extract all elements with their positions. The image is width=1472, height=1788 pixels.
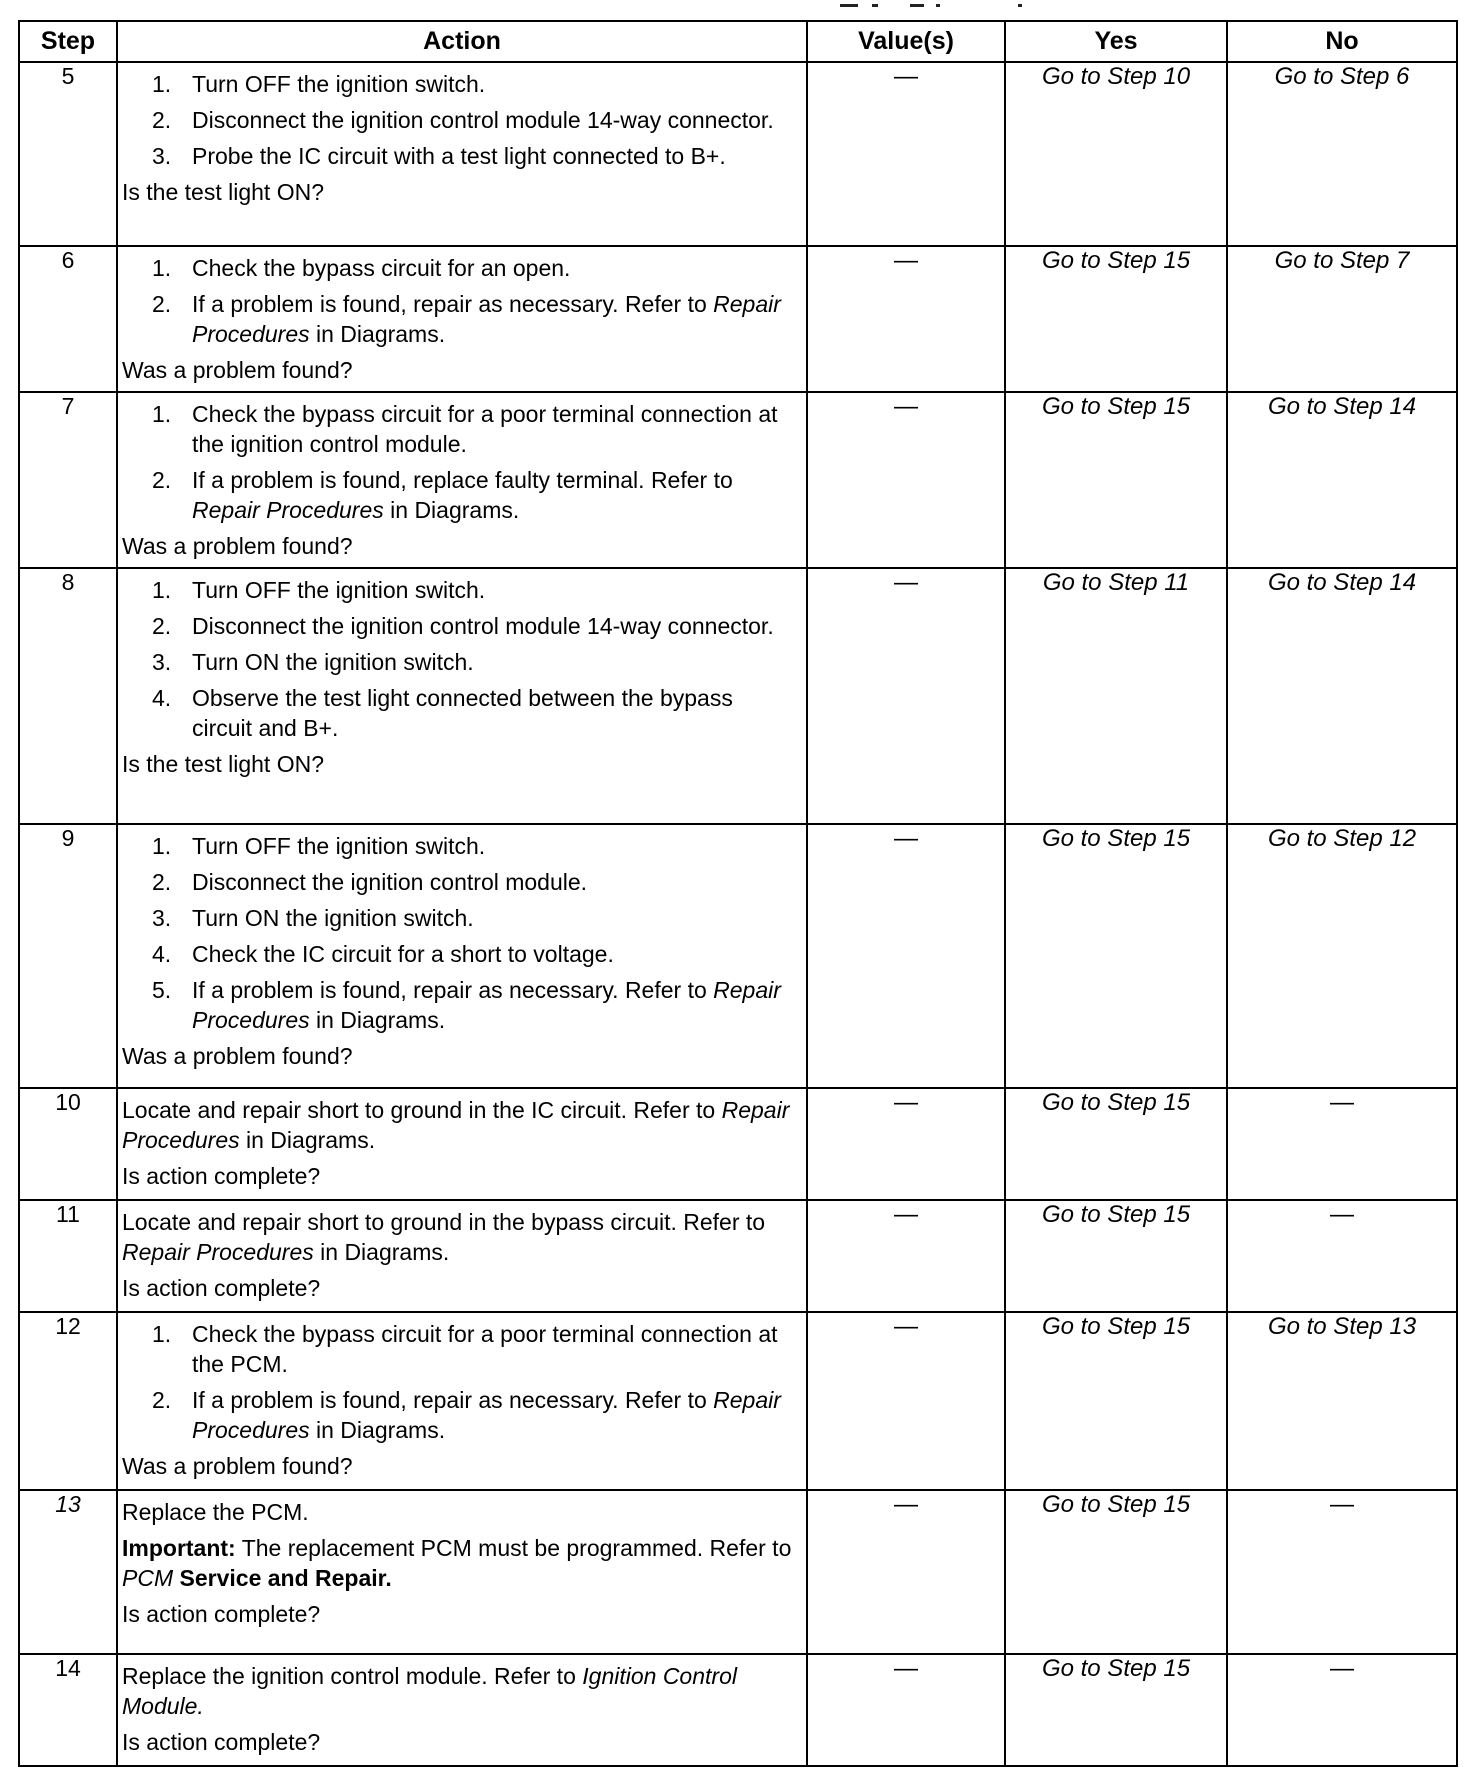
value-cell: — — [807, 1088, 1005, 1200]
list-item: 2. If a problem is found, repair as necessary. Refer to Repair Procedures in Diagrams. — [152, 1387, 781, 1443]
list-item: 3. Probe the IC circuit with a test light connected to B+. — [152, 143, 726, 169]
action-text: Replace the PCM. — [122, 1499, 309, 1525]
list-item: 2. Disconnect the ignition control module 14-way connector. — [152, 613, 774, 639]
action-cell — [117, 246, 807, 392]
no-cell: Go to Step 6 — [1227, 62, 1457, 246]
step-number: 12 — [19, 1312, 117, 1490]
yes-cell: Go to Step 11 — [1005, 568, 1227, 824]
no-cell: Go to Step 12 — [1227, 824, 1457, 1088]
action-cell — [117, 1088, 807, 1200]
list-item: 1. Check the bypass circuit for a poor terminal connection at the ignition control module. — [152, 401, 778, 457]
header-no: No — [1227, 21, 1457, 62]
question-text: Was a problem found? — [122, 357, 353, 383]
diagnostic-table — [18, 20, 1458, 1767]
step-number: 14 — [19, 1654, 117, 1766]
list-item: 2. Disconnect the ignition control module. — [152, 869, 588, 895]
no-cell: — — [1227, 1490, 1457, 1654]
action-steps — [122, 69, 798, 171]
action-steps — [122, 399, 798, 525]
question-text: Is action complete? — [122, 1601, 321, 1627]
table-row-step-13 — [19, 1490, 1457, 1654]
table-row-step-9 — [19, 824, 1457, 1088]
list-item: 1. Turn OFF the ignition switch. — [152, 577, 486, 603]
action-cell — [117, 1490, 807, 1654]
yes-cell: Go to Step 15 — [1005, 1490, 1227, 1654]
no-cell: — — [1227, 1654, 1457, 1766]
question-text: Is the test light ON? — [122, 751, 324, 777]
list-item: 3. Turn ON the ignition switch. — [152, 905, 474, 931]
value-cell: — — [807, 568, 1005, 824]
action-text: Locate and repair short to ground in the bypass circuit. Refer to Repair Procedures in Diagrams. — [122, 1209, 766, 1265]
list-item: 1. Check the bypass circuit for an open. — [152, 255, 571, 281]
step-number: 7 — [19, 392, 117, 568]
question-text: Was a problem found? — [122, 533, 353, 559]
value-cell: — — [807, 1490, 1005, 1654]
action-steps — [122, 831, 798, 1035]
step-number: 10 — [19, 1088, 117, 1200]
table-row-step-14 — [19, 1654, 1457, 1766]
list-item: 4. Observe the test light connected between the bypass circuit and B+. — [152, 685, 733, 741]
list-item: 2. If a problem is found, repair as necessary. Refer to Repair Procedures in Diagrams. — [152, 291, 781, 347]
table-row-step-5 — [19, 62, 1457, 246]
step-number: 13 — [19, 1490, 117, 1654]
list-item: 2. If a problem is found, replace faulty terminal. Refer to Repair Procedures in Diagrams. — [152, 467, 733, 523]
list-item: 3. Turn ON the ignition switch. — [152, 649, 474, 675]
list-item: 2. Disconnect the ignition control module 14-way connector. — [152, 107, 774, 133]
action-cell — [117, 1200, 807, 1312]
no-cell: Go to Step 14 — [1227, 392, 1457, 568]
table-row-step-12 — [19, 1312, 1457, 1490]
value-cell: — — [807, 1200, 1005, 1312]
table-row-step-11 — [19, 1200, 1457, 1312]
value-cell: — — [807, 1654, 1005, 1766]
action-cell — [117, 62, 807, 246]
no-cell: Go to Step 14 — [1227, 568, 1457, 824]
action-cell — [117, 1312, 807, 1490]
yes-cell: Go to Step 15 — [1005, 1654, 1227, 1766]
action-cell — [117, 392, 807, 568]
yes-cell: Go to Step 15 — [1005, 824, 1227, 1088]
table-row-step-10 — [19, 1088, 1457, 1200]
step-number: 9 — [19, 824, 117, 1088]
question-text: Is action complete? — [122, 1163, 321, 1189]
list-item: 1. Turn OFF the ignition switch. — [152, 833, 486, 859]
action-text: Locate and repair short to ground in the IC circuit. Refer to Repair Procedures in Diagrams. — [122, 1097, 790, 1153]
list-item: 1. Turn OFF the ignition switch. — [152, 71, 486, 97]
yes-cell: Go to Step 15 — [1005, 1200, 1227, 1312]
step-number: 5 — [19, 62, 117, 246]
step-number: 8 — [19, 568, 117, 824]
yes-cell: Go to Step 15 — [1005, 1088, 1227, 1200]
table-row-step-8 — [19, 568, 1457, 824]
value-cell: — — [807, 392, 1005, 568]
value-cell: — — [807, 246, 1005, 392]
action-cell — [117, 568, 807, 824]
table-header-row — [19, 21, 1457, 62]
list-item: 5. If a problem is found, repair as necessary. Refer to Repair Procedures in Diagrams. — [152, 977, 781, 1033]
table-row-step-6 — [19, 246, 1457, 392]
action-steps — [122, 1319, 798, 1445]
yes-cell: Go to Step 15 — [1005, 246, 1227, 392]
list-item: 4. Check the IC circuit for a short to voltage. — [152, 941, 614, 967]
yes-cell: Go to Step 15 — [1005, 1312, 1227, 1490]
header-step: Step — [19, 21, 117, 62]
value-cell: — — [807, 824, 1005, 1088]
list-item: 1. Check the bypass circuit for a poor terminal connection at the PCM. — [152, 1321, 778, 1377]
question-text: Was a problem found? — [122, 1453, 353, 1479]
important-note: Important: The replacement PCM must be programmed. Refer to PCM Service and Repair. — [122, 1535, 792, 1591]
no-cell: Go to Step 13 — [1227, 1312, 1457, 1490]
no-cell: Go to Step 7 — [1227, 246, 1457, 392]
action-cell — [117, 1654, 807, 1766]
action-steps — [122, 253, 798, 349]
yes-cell: Go to Step 10 — [1005, 62, 1227, 246]
value-cell: — — [807, 62, 1005, 246]
header-yes: Yes — [1005, 21, 1227, 62]
step-number: 11 — [19, 1200, 117, 1312]
yes-cell: Go to Step 15 — [1005, 392, 1227, 568]
header-values: Value(s) — [807, 21, 1005, 62]
table-row-step-7 — [19, 392, 1457, 568]
action-text: Replace the ignition control module. Refer to Ignition Control Module. — [122, 1663, 737, 1719]
question-text: Was a problem found? — [122, 1043, 353, 1069]
action-steps — [122, 575, 798, 743]
header-action: Action — [117, 21, 807, 62]
question-text: Is action complete? — [122, 1275, 321, 1301]
question-text: Is action complete? — [122, 1729, 321, 1755]
question-text: Is the test light ON? — [122, 179, 324, 205]
no-cell: — — [1227, 1200, 1457, 1312]
action-cell — [117, 824, 807, 1088]
no-cell: — — [1227, 1088, 1457, 1200]
value-cell: — — [807, 1312, 1005, 1490]
step-number: 6 — [19, 246, 117, 392]
top-edge-marks — [840, 2, 1060, 12]
